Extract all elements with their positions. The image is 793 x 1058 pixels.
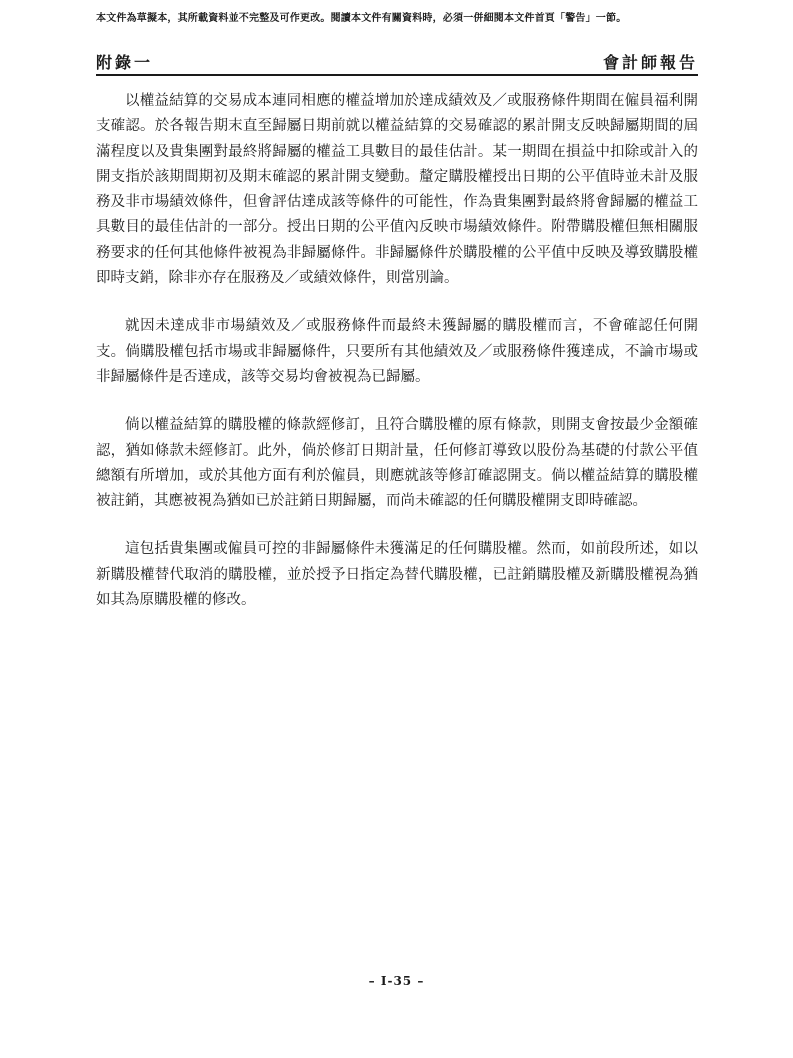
body-text [96,89,698,636]
paragraph: 倘以權益結算的購股權的條款經修訂，且符合購股權的原有條款，則開支會按最少金額確認，猶如條款未經修訂。此外，倘於修訂日期計量，任何修訂導致以股份為基礎的付款公平值總額有所增加，或於其他方面有利於僱員，則應就該等修訂確認開支。倘以權益結算的購股權被註銷，其應被視為猶如已於註銷日期歸屬，而尚未確認的任何購股權開支即時確認。 [96,417,698,510]
header-divider [96,74,698,76]
page-header [96,50,698,72]
paragraph: 就因未達成非市場績效及／或服務條件而最終未獲歸屬的購股權而言，不會確認任何開支。倘購股權包括市場或非歸屬條件，只要所有其他績效及／或服務條件獲達成，不論市場或非歸屬條件是否達成，該等交易均會被視為已歸屬。 [96,318,698,385]
page-number: – I-35 – [368,974,425,988]
appendix-title: 附錄一 [96,52,154,72]
section-title: 會計師報告 [602,52,698,72]
draft-disclaimer: 本文件為草擬本，其所載資料並不完整及可作更改。閱讀本文件有關資料時，必須一併細閱本文件首頁「警告」一節。 [96,13,627,24]
paragraph: 以權益結算的交易成本連同相應的權益增加於達成績效及／或服務條件期間在僱員福利開支確認。於各報告期末直至歸屬日期前就以權益結算的交易確認的累計開支反映歸屬期間的屆滿程度以及貴集團對最終將歸屬的權益工具數目的最佳估計。某一期間在損益中扣除或計入的開支指於該期間期初及期末確認的累計開支變動。釐定購股權授出日期的公平值時並未計及服務及非市場績效條件，但會評估達成該等條件的可能性，作為貴集團對最終將會歸屬的權益工具數目的最佳估計的一部分。授出日期的公平值內反映市場績效條件。附帶購股權但無相關服務要求的任何其他條件被視為非歸屬條件。非歸屬條件於購股權的公平值中反映及導致購股權即時支銷，除非亦存在服務及／或績效條件，則當別論。 [96,93,698,287]
paragraph: 這包括貴集團或僱員可控的非歸屬條件未獲滿足的任何購股權。然而，如前段所述，如以新購股權替代取消的購股權，並於授予日指定為替代購股權，已註銷購股權及新購股權視為猶如其為原購股權的修改。 [96,541,698,609]
